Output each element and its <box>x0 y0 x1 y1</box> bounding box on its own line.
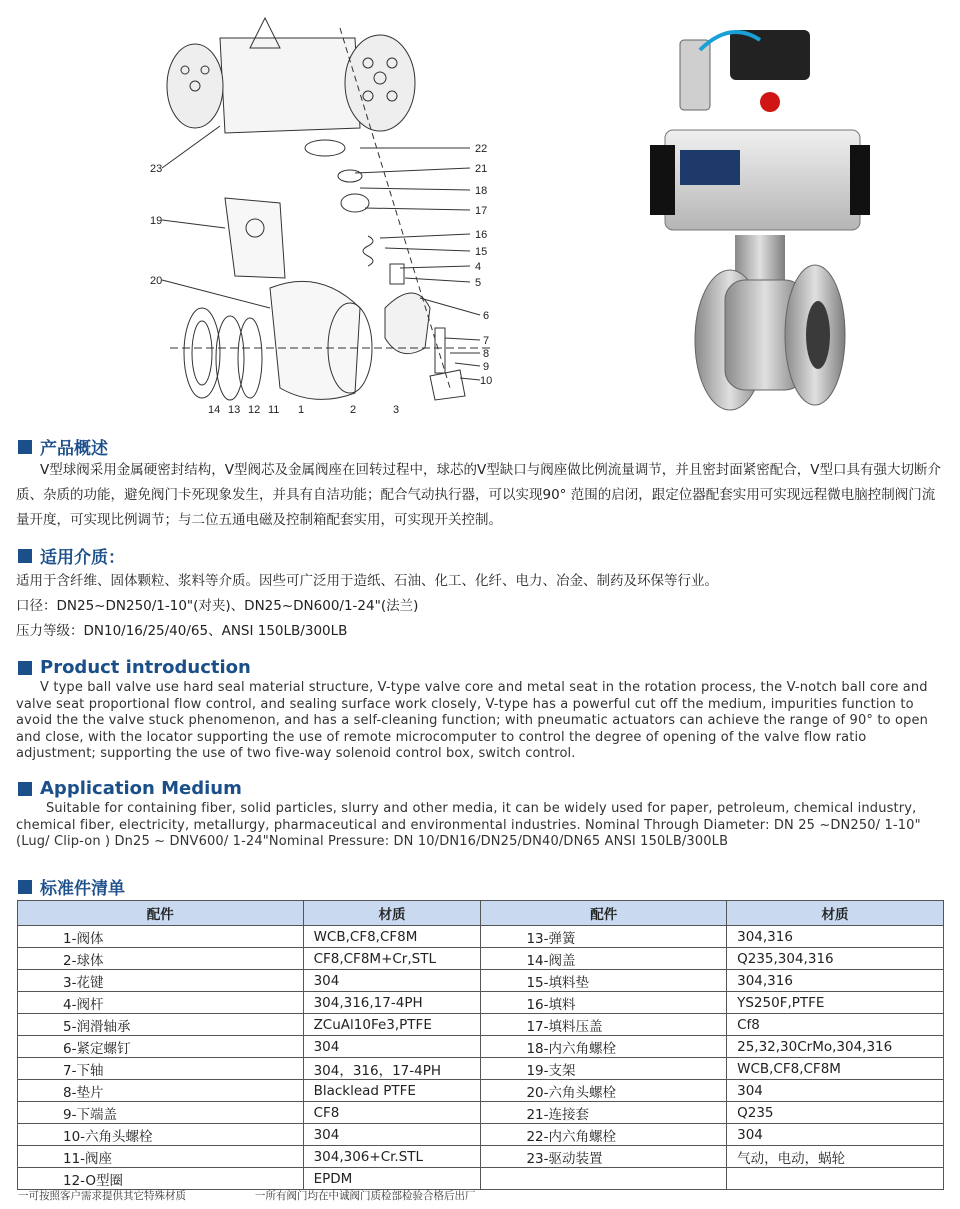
part-name-cell: 22-内六角螺栓 <box>481 1124 727 1146</box>
footer-note-right: 一所有阀门均在中诚阀门质检部检验合格后出厂 <box>255 1190 476 1202</box>
col-header-material: 材质 <box>727 901 944 926</box>
intro-en-heading <box>18 657 251 678</box>
medium-en-text: Suitable for containing fiber, solid particles, slurry and other media, it can be widely used for paper, petroleum, chemical industry, chemical fiber, electricity, metallurgy, pharmaceutical and environmental industries. Nominal Through Diameter: DN 25 ~DN250/ 1-10" (Lug/ Clip-on ) Dn25 ~ DNV600/ 1-24"Nominal Pressure: DN 10/DN16/DN25/DN40/DN65 ANSI 150LB/300LB <box>16 801 921 849</box>
part-name-cell: 12-O型圈 <box>18 1168 304 1190</box>
material-cell: WCB,CF8,CF8M <box>303 926 481 948</box>
square-bullet-icon <box>18 880 32 894</box>
material-cell: Q235,304,316 <box>727 948 944 970</box>
parts-title: 标准件清单 <box>40 879 125 899</box>
part-name-cell: 6-紧定螺钉 <box>18 1036 304 1058</box>
part-name-cell: 10-六角头螺栓 <box>18 1124 304 1146</box>
medium-cn-heading <box>18 543 125 568</box>
callout-16: 16 <box>475 229 488 241</box>
callout-21: 21 <box>475 163 488 175</box>
callout-10: 10 <box>480 375 493 387</box>
part-name-cell: 23-驱动装置 <box>481 1146 727 1168</box>
footer-note-left: 一可按照客户需求提供其它特殊材质 <box>18 1190 186 1202</box>
part-name-cell: 3-花键 <box>18 970 304 992</box>
square-bullet-icon <box>18 782 32 796</box>
callout-3: 3 <box>393 404 400 416</box>
callout-18: 18 <box>475 185 488 197</box>
callout-22: 22 <box>475 143 488 155</box>
material-cell: Blacklead PTFE <box>303 1080 481 1102</box>
part-name-cell: 18-内六角螺栓 <box>481 1036 727 1058</box>
material-cell: Cf8 <box>727 1014 944 1036</box>
callout-19: 19 <box>150 215 163 227</box>
callout-23: 23 <box>150 163 163 175</box>
figure-area <box>0 0 960 425</box>
callout-15: 15 <box>475 246 488 258</box>
material-cell: CF8 <box>303 1102 481 1124</box>
table-row <box>18 970 944 992</box>
square-bullet-icon <box>18 661 32 675</box>
material-cell: CF8,CF8M+Cr,STL <box>303 948 481 970</box>
callout-14: 14 <box>208 404 221 416</box>
valve-photo <box>640 10 880 415</box>
material-cell: 304,316,17-4PH <box>303 992 481 1014</box>
callout-1: 1 <box>298 404 305 416</box>
part-name-cell: 8-垫片 <box>18 1080 304 1102</box>
table-row <box>18 1036 944 1058</box>
callout-4: 4 <box>475 261 482 273</box>
intro-cn-heading <box>18 434 108 459</box>
table-row <box>18 1102 944 1124</box>
part-name-cell: 14-阀盖 <box>481 948 727 970</box>
callout-7: 7 <box>483 335 490 347</box>
part-name-cell: 9-下端盖 <box>18 1102 304 1124</box>
intro-en-text: V type ball valve use hard seal material structure, V-type valve core and metal seat in the rotation process, the V-notch ball core and valve seat proportional flow control, and sealing surface work closely, V-type has a powerful cut off the medium, impurities function to avoid the the valve stuck phenomenon, and has a self-cleaning function; with pneumatic actuators can achieve the range of 90° to open and close, with the locator supporting the use of remote microcomputer to control the degree of opening of the valve flow ratio adjustment; supporting the use of two five-way solenoid control box, switch control. <box>16 680 929 761</box>
part-name-cell: 4-阀杆 <box>18 992 304 1014</box>
material-cell: 304 <box>727 1124 944 1146</box>
callout-8: 8 <box>483 348 490 360</box>
parts-heading <box>18 874 125 899</box>
table-row <box>18 1014 944 1036</box>
material-cell: 304，316，17-4PH <box>303 1058 481 1080</box>
material-cell: 304,316 <box>727 926 944 948</box>
part-name-cell: 5-润滑轴承 <box>18 1014 304 1036</box>
col-header-part: 配件 <box>18 901 304 926</box>
col-header-material: 材质 <box>303 901 481 926</box>
part-name-cell: 11-阀座 <box>18 1146 304 1168</box>
callout-5: 5 <box>475 277 482 289</box>
callout-12: 12 <box>248 404 261 416</box>
square-bullet-icon <box>18 549 32 563</box>
part-name-cell: 19-支架 <box>481 1058 727 1080</box>
material-cell <box>727 1168 944 1190</box>
material-cell: 304,306+Cr.STL <box>303 1146 481 1168</box>
col-header-part: 配件 <box>481 901 727 926</box>
table-row <box>18 1058 944 1080</box>
square-bullet-icon <box>18 440 32 454</box>
part-name-cell: 13-弹簧 <box>481 926 727 948</box>
table-row <box>18 1080 944 1102</box>
callout-9: 9 <box>483 361 490 373</box>
callout-11: 11 <box>268 404 280 416</box>
table-row <box>18 948 944 970</box>
material-cell: ZCuAl10Fe3,PTFE <box>303 1014 481 1036</box>
parts-table-header <box>18 901 944 926</box>
intro-en-title: Product introduction <box>40 657 251 678</box>
part-name-cell: 20-六角头螺栓 <box>481 1080 727 1102</box>
table-row <box>18 1146 944 1168</box>
table-row <box>18 992 944 1014</box>
medium-cn-line2: 口径：DN25~DN250/1-10"(对夹)、DN25~DN600/1-24"(法兰) <box>16 598 419 614</box>
table-row <box>18 1168 944 1190</box>
medium-cn-line3: 压力等级：DN10/16/25/40/65、ANSI 150LB/300LB <box>16 623 348 639</box>
part-name-cell: 21-连接套 <box>481 1102 727 1124</box>
callout-6: 6 <box>483 310 490 322</box>
part-name-cell: 2-球体 <box>18 948 304 970</box>
exploded-diagram <box>150 8 510 418</box>
material-cell: Q235 <box>727 1102 944 1124</box>
medium-en-heading <box>18 778 242 799</box>
part-name-cell: 7-下轴 <box>18 1058 304 1080</box>
part-name-cell <box>481 1168 727 1190</box>
parts-table <box>17 900 944 1190</box>
callout-2: 2 <box>350 404 357 416</box>
material-cell: 304,316 <box>727 970 944 992</box>
material-cell: 304 <box>303 970 481 992</box>
medium-cn-line1: 适用于含纤维、固体颗粒、浆料等介质。因些可广泛用于造纸、石油、化工、化纤、电力、冶金、制药及环保等行业。 <box>16 573 718 589</box>
intro-cn-title: 产品概述 <box>40 439 108 459</box>
material-cell: EPDM <box>303 1168 481 1190</box>
part-name-cell: 1-阀体 <box>18 926 304 948</box>
intro-cn-text: V型球阀采用金属硬密封结构，V型阀芯及金属阀座在回转过程中，球芯的V型缺口与阀座做比例流量调节，并且密封面紧密配合，V型口具有强大切断介质、杂质的功能，避免阀门卡死现象发生，并具有自洁功能；配合气动执行器，可以实现90° 范围的启闭，跟定位器配套实用可实现远程微电脑控制阀门流量开度，可实现比例调节；与二位五通电磁及控制箱配套实用，可实现开关控制。 <box>16 462 941 528</box>
material-cell: 304 <box>727 1080 944 1102</box>
callout-13: 13 <box>228 404 241 416</box>
table-row <box>18 1124 944 1146</box>
callout-20: 20 <box>150 275 163 287</box>
medium-en-title: Application Medium <box>40 778 242 799</box>
material-cell: 气动，电动，蜗轮 <box>727 1146 944 1168</box>
part-name-cell: 17-填料压盖 <box>481 1014 727 1036</box>
callout-17: 17 <box>475 205 488 217</box>
material-cell: 25,32,30CrMo,304,316 <box>727 1036 944 1058</box>
part-name-cell: 15-填料垫 <box>481 970 727 992</box>
material-cell: 304 <box>303 1124 481 1146</box>
medium-cn-title: 适用介质： <box>40 548 125 568</box>
material-cell: WCB,CF8,CF8M <box>727 1058 944 1080</box>
table-row <box>18 926 944 948</box>
material-cell: 304 <box>303 1036 481 1058</box>
part-name-cell: 16-填料 <box>481 992 727 1014</box>
material-cell: YS250F,PTFE <box>727 992 944 1014</box>
